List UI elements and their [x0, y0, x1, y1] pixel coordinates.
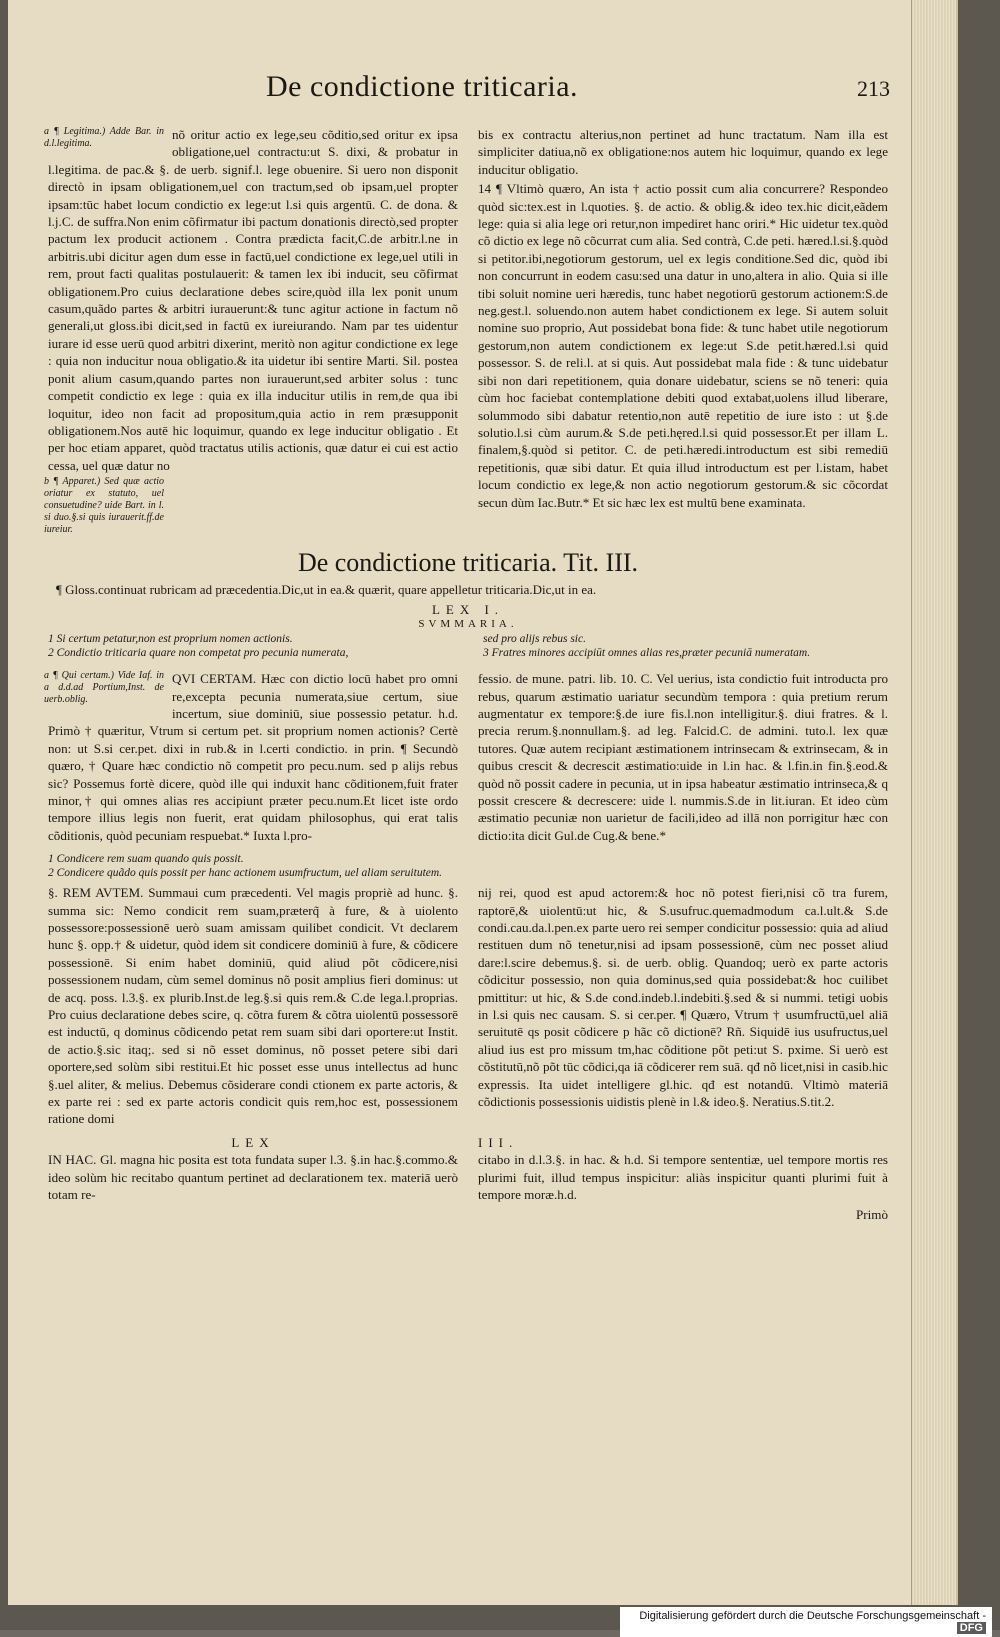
lex-heading-3a: LEX [231, 1134, 275, 1150]
digitization-footer [620, 1607, 992, 1637]
summaria-item: 1 Si certum petatur,non est proprium nomen actionis. [48, 633, 293, 646]
lex3-right-column [478, 1134, 888, 1223]
rem-left-column [48, 884, 458, 1130]
summaria-item: sed pro alijs rebus sic. [483, 633, 586, 646]
lex1-columns [44, 670, 888, 846]
page-sheet [8, 0, 958, 1605]
summaria-item: 3 Fratres minores accipiūt omnes alias res,præter pecuniā numeratam. [483, 647, 811, 660]
rem-autem-columns [48, 884, 888, 1130]
section-title: De condictione triticaria. Tit. III. [297, 548, 639, 578]
top-right-para-1: bis ex contractu alterius,non pertinet ad hunc tractatum. Nam illa est simpliciter datiua,nõ ex obligatione:nos autem hic loquimur, quando ex lege inducitur obligatio. [478, 127, 888, 177]
summaria-item: 2 Condicere quãdo quis possit per hanc actionem usumfructum, uel aliam seruitutem. [48, 867, 443, 880]
lex3-columns [48, 1134, 888, 1223]
footer-text: Digitalisierung gefördert durch die Deutsche Forschungsgemeinschaft - [639, 1610, 986, 1622]
rem-right-column [478, 884, 888, 1130]
page-number: 213 [857, 76, 890, 101]
summaria-list [48, 632, 888, 660]
running-title: De condictione triticaria. [266, 70, 579, 103]
summaria-item: 2 Condictio triticaria quare non competat pro pecunia numerata, [48, 647, 349, 660]
summaria-item: 1 Condicere rem suam quando quis possit. [48, 853, 244, 866]
rem-left-text: §. REM AVTEM. Summaui cum præcedenti. Vel magis propriè ad hunc. §. summa sic: Nemo condicit rem suam,præterq̃ à fure, & à uiolento possessore:possessionē uerò suam amissam quilibet condicit. Vt declarem hunc §. opp.† & uidetur, quòd idem sit condicere dominiū à fure, & cõdicere possessionē. Si enim habet dominiū, quid aliud põt cõdicere,nisi possessionem nudam, cùm semel dominus nõ posit amplius fieri dominus: ut de acq. poss. l.3.§. ex plurib.Inst.de leg.§.si quis rem.& C.de lega.l.proprias. Pro cuius declaratione debes scire, q. cõtra furem & cõtra uiolentū possessorē est inductū, q dominus cõdicendo petat rem suam sibi dari oportere:ut Instit. de actio.§.sic itaq;. sed si nõ esset dominus, nõ posset petere sibi dari oportere,sed solùm sibi restitui.Et hic posset esse unus intellectus ad hunc §.uel aliter, & melius. Debemus cõsiderare condi ctionem ex parte actoris, & ex parte rei : sed ex parte actoris condicit quis rem,hoc est, possessionem ratione domi [48, 885, 458, 1127]
page-content [44, 70, 890, 1223]
top-columns [44, 126, 888, 538]
rem-right-text: nij rei, quod est apud actorem:& hoc nõ potest fieri,nisi cõ tra furem, raptorē,& uiolentū:ut hic, & S.usufruc.quemadmodum ca.l.ult.& S.de condi.cau.da.l.pen.ex parte uero rei semper condicitur possessio: quia ad aliud restituen dum nõ tenetur,nisi ad ipsam possessionē, cùm nec posset aliud dare:l.scire debemus.§. si. de uerb. oblig. Quandoq; uerò ex parte actoris cõdicitur possessio, non quia dominus,sed quia possidebat:& hoc cuilibet pmittitur: ut hic, & S.de cond.indeb.l.indebiti.§.sed & si nummi. tetigi uobis in l.si quis nec causam. S. si cer.per. ¶ Quæro, Vtrum † usumfructū,uel aliā seruitutē qs posit cõdicere p hãc cõ dictionē? Rñ. Siquidē ius usufructus,uel aliud ius est pro missum tm,hac cõditione põt peti:ut S. pxime. Si uerò est cõstitutū,nõ põt tūc cõdici,qa iā cõdicerer rem suā. qđ nõ licet,nisi in casib.hic expressis. Ita uidet intelligere gl.hic. qđ est notandū. Vltimò materiā cõdictionis possessionis uidistis plenè in l.& ideo.§. Neratius.S.tit.2. [478, 885, 888, 1110]
margin-note-b: b ¶ Apparet.) Sed quæ actio oriatur ex statuto, uel consuetudine? uide Bart. in l. si duo.§.si quis iurauerit.ff.de iureiur. [44, 476, 164, 536]
lex3-left-column [48, 1134, 458, 1223]
catchword: Primò [855, 1206, 888, 1222]
dfg-logo: DFG [957, 1622, 986, 1634]
margin-note-a: a ¶ Legitima.) Adde Bar. in d.l.legitima. [44, 126, 164, 149]
lex1-left-column [44, 670, 458, 846]
page-edges [911, 0, 956, 1605]
section-rubric: ¶ Gloss.continuat rubricam ad præcedentia.Dic,ut in ea.& quærit, quare appelletur triticaria.Dic,ut in ea. [56, 582, 597, 598]
top-left-column [44, 126, 458, 538]
lex3-right-text: citabo in d.l.3.§. in hac. & h.d. Si tempore sententiæ, uel tempore mortis res plurimi fuit, illud tempus inspicitur: aliàs inspicitur quanti plurimi fuit à tempore moræ.h.d. [478, 1152, 888, 1203]
lex3-left-text: IN HAC. Gl. magna hic posita est tota fundata super l.3. §.in hac.§.commo.& ideo solùm hic recitabo quantum pertinet ad declarationem tex. materiā uerò totam re- [48, 1152, 458, 1203]
running-header [48, 70, 888, 126]
margin-note-qui-certam: a ¶ Qui certam.) Vide Iaf. in a d.d.ad Portium,Inst. de uerb.oblig. [44, 670, 164, 706]
top-right-column [478, 126, 888, 538]
summaria-heading: SVMMARIA. [418, 618, 518, 631]
lex-heading-3b: III. [478, 1134, 519, 1150]
summaria-list-2 [48, 852, 888, 880]
top-left-text: nõ oritur actio ex lege,seu cõditio,sed oritur ex ipsa obligatione,uel contractu:ut S. dixi, & probatur in l.legitima. de pac.& §. de uerb. signif.l. lege obuenire. Si uero non disponit directò in ipsam obligationem,uel con tractum,sed ob ipsam,uel propter ipsam:tūc habet locum condictio ex lege:ut l.si quis argentū. C. de dona. & l.j.C. de suffra.Non enim cõfirmatur ibi pactum donationis directò,sed propter pactum lex producit actionem . Contra prædicta facit,C.de arbitr.l.ne in arbitris.ubi dicitur agen dum esse in factū,uel condictione ex lege,uel utili in rem, prout facti qualitas postulauerit: & tamen lex ibi inducit, seu cõfirmat obligationem.Pro cuius declaratione debes scire,quòd illa lex ponit unum casum,quãdo partes & arbitri iurauerunt:& tunc agitur actione in factum nõ generali,ut gloss.ibi dicit,sed in factū ex iureiurando. Nam par tes uidentur iurare id esse uerū quod arbitri dixerint, meritò non agitur condictione ex lege : quia non inducitur noua obligatio.& ita uidetur ibi sentire Marti. Sil. postea ponit alium casum,quando partes non iurauerunt,sed arbiter solus : tunc competit condictio ex lege : quia ex illa inducitur utilis in rem,de qua ibi loquitur, ideo non facit ad propositum,quia actio in rem præsupponit obligationem.Nos autē hic loquimur, quando ex lege inducitur obligatio . Et per hoc etiam apparet, quòd tractatus utilis actionis, quæ datur ei cui est actio cessa, uel quæ datur no [48, 127, 458, 473]
lex1-right-column [478, 670, 888, 846]
top-right-para-2: 14 ¶ Vltimò quæro, An ista † actio possit cum alia concurrere? Respondeo quòd sic:tex.est in l.quoties. §. de actio. & oblig.& ideo tex.hic dicit,eãdem lege: quia si alia lege ori retur,non impediret hanc oriri.* Hic uidetur tex.quòd cõ dictio ex lege nõ cõcurrat cum alia. Sed contrà, C.de peti. hæred.l.si.§.quòd si petitor.ibi,negotiorum gestorum, uel ex legis conditione.Sed dic, quòd ibi non concurrunt in eodem casu:sed una datur in uno,altera in alio. Quia si ille tibi soluit nomine ueri hæredis, tunc habet negotiorū gestorum actionem:S.de neg.gest.l. soluendo.non autem habet condictionem ex lege. Si autem soluit nomine suo proprio, Aut possidebat bona fide: & tunc habet utile negotiorum gestorum,non autem condictionem ex lege:ut S.de petit.hæred.l.si quid possessor. S. de reli.l. at si quis. Aut possidebat mala fide : & tunc uidebatur sibi non dari repetitionem, quia donare uidebatur, sciens se nõ teneri: quia cùm hoc faciebat contemplatione debiti quod extabat,uolens illud liberare, solummodo sibi dabatur retentio,non autē repetitio de iure isto : ut §.de solutio.l.si cùm aurum.& S.de peti.hęred.l.si quid possessor.Et per illam L. finalem,§.quòd si petitor. C. de peti.hæredi.introductum est sibi remediū repetitionis, quæ sibi datur. Et quia illud introductum est per l.istam, habet locum condictio ex lege,& non actio negotiorum gestorum.& sic cõcordat secun dùm Iac.Butr.* Et sic hæc lex est multū bene examinata. [478, 181, 888, 510]
lex-heading-1: LEX I. [431, 602, 505, 618]
lex1-right-text: fessio. de mune. patri. lib. 10. C. Vel uerius, ista condictio fuit introducta pro rebus, quarum æstimatio uariatur secundùm tempora : quia pretium rerum augmentatur ex tempore:§.de iure fis.l.non intelligitur.§. diui fratres. & l. precia rerum.§.nonnullam.§. ad leg. Falcid.C. de admini. tuto.l. lex quæ tutores. Quæ autem recipiant æstimationem intrinsecam & extrinsecam, & in quibus crescit & decrescit æstimatio:uide in l.in hac. & l.fin.in fin.§.eod.& quòd nõ possit cadere in pecunia, ut in ipsa habeatur æstimatio intrinseca,& q possit crescere & decrescere: uide l. nummis.S.de in lit.iuran. Et ideo cùm æstimatio pecuniæ non uarietur de facili,ideo ad illā non porrigitur hæc con dictio:ita dicit Gul.de Cug.& bene.* [478, 671, 888, 843]
lex1-left-text: QVI CERTAM. Hæc con dictio locū habet pro omni re,excepta pecunia numerata,siue certum, siue incertum, siue dominiū, siue possessio petatur. h.d. Primò † quæritur, Vtrum si certum pet. sit proprium nomen actionis? Certè non: ut S.si cer.pet. dixi in rub.& in l.certi condictio. in prin. ¶ Secundò quæro, † Quare hæc condictio nõ competit pro pecu.num. sed p alijs rebus sic? Possemus fortè dicere, quòd ille qui induxit hanc cõditionem,fuit frater minor,† qui omnes alias res accipiunt præter pecu.num.Et licet iste ordo tempore illius legis non fuerit, erat quidam philosophus, qui erat talis cõditionis, quòd pecuniam respuebat.* Iuxta l.pro- [48, 671, 458, 843]
